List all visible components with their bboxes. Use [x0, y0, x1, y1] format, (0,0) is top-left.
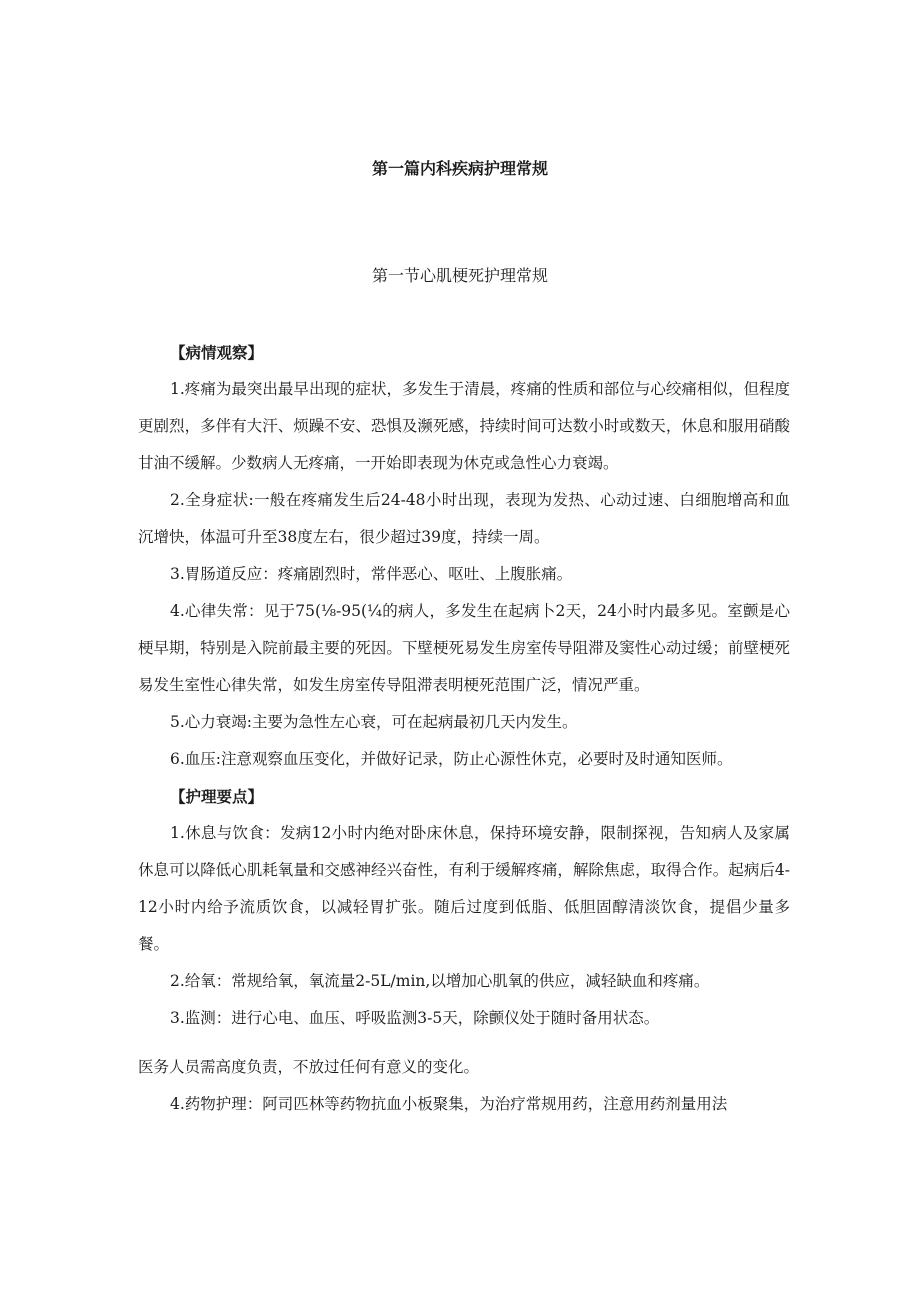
paragraph: 医务人员需高度负责，不放过任何有意义的变化。 — [138, 1058, 480, 1076]
section-title: 第一节心肌梗死护理常规 — [371, 266, 548, 285]
spacer — [138, 1037, 790, 1049]
paragraph: 5.心力衰竭:主要为急性左心衰，可在起病最初几天内发生。 — [170, 713, 578, 731]
paragraph: 4.心律失常：见于75(⅛-95(¼的病人，多发生在起病卜2天，24小时内最多见。室颤是心梗早期，特别是入院前最主要的死因。下壁梗死易发生房室传导阻滞及窦性心动过缓；前壁梗死易发生室性心律失常，如发生房室传导阻滞表明梗死范围广泛，情况严重。 — [138, 602, 790, 694]
paragraph: 1.疼痛为最突出最早出现的症状，多发生于清晨，疼痛的性质和部位与心绞痛相似，但程度更剧烈，多伴有大汗、烦躁不安、恐惧及濒死感，持续时间可达数小时或数天，休息和服用硝酸甘油不缓解。少数病人无疼痛，一开始即表现为休克或急性心力衰竭。 — [138, 380, 790, 472]
paragraph: 3.监测：进行心电、血压、呼吸监测3-5天，除颤仪处于随时备用状态。 — [170, 1009, 660, 1027]
document-body — [138, 334, 790, 1123]
paragraph: 3.胃肠道反应：疼痛剧烈时，常伴恶心、呕吐、上腹胀痛。 — [170, 565, 573, 583]
paragraph: 1.休息与饮食：发病12小时内绝对卧床休息，保持环境安静，限制探视，告知病人及家属休息可以降低心肌耗氧量和交感神经兴奋性，有利于缓解疼痛，解除焦虑，取得合作。起病后4-12小时内给予流质饮食，以减轻胃扩张。随后过度到低脂、低胆固醇清淡饮食，提倡少量多餐。 — [138, 824, 790, 953]
document-title: 第一篇内科疾病护理常规 — [371, 159, 548, 178]
paragraph: 4.药物护理：阿司匹林等药物抗血小板聚集，为治疗常规用药，注意用药剂量用法 — [170, 1095, 728, 1113]
paragraph: 2.给氧：常规给氧，氧流量2-5L/min,以增加心肌氧的供应，减轻缺血和疼痛。 — [170, 972, 710, 990]
heading-nursing-points: 【护理要点】 — [170, 787, 264, 806]
paragraph: 6.血压:注意观察血压变化，并做好记录，防止心源性休克，必要时及时通知医师。 — [170, 750, 733, 768]
paragraph: 2.全身症状:一般在疼痛发生后24-48小时出现，表现为发热、心动过速、白细胞增高和血沉增快，体温可升至38度左右，很少超过39度，持续一周。 — [138, 491, 790, 546]
heading-observation: 【病情观察】 — [170, 343, 264, 362]
